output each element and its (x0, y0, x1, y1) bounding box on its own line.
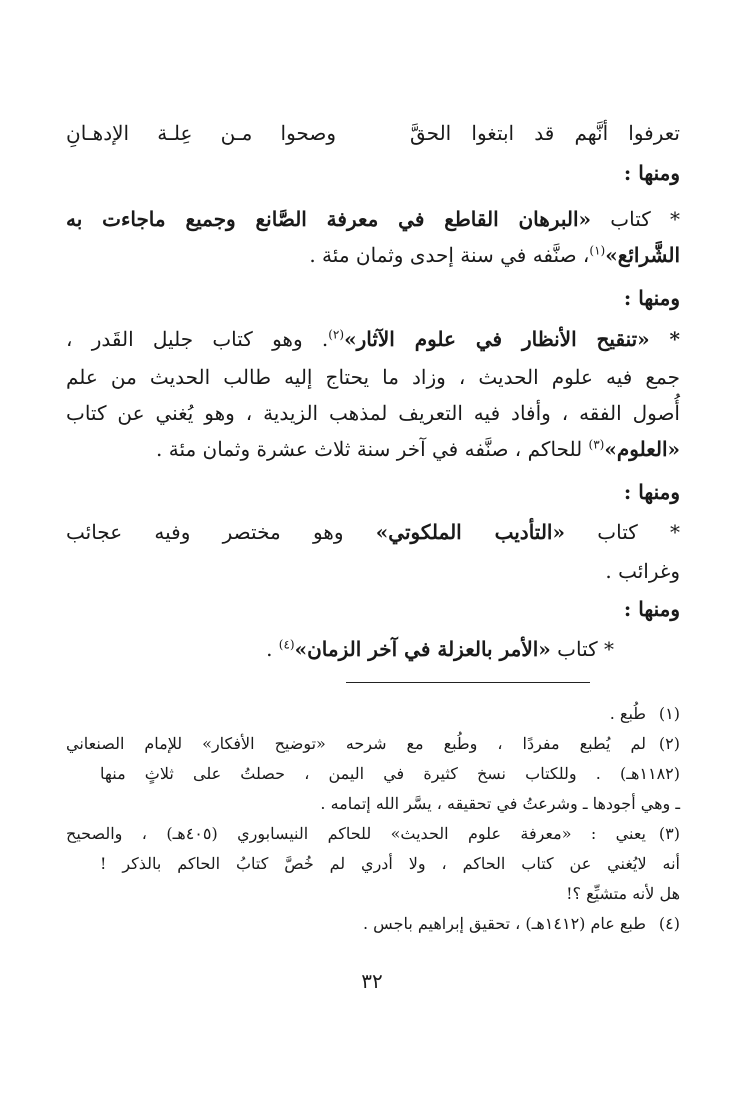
book-title: «العلوم» (604, 437, 680, 461)
section-heading: ومنها : (623, 597, 680, 621)
entry-text: وهو مختصر وفيه عجائب (66, 520, 344, 544)
section-heading: ومنها : (623, 161, 680, 185)
entry-burhan-line-1 (66, 204, 680, 234)
poem-verse (66, 118, 680, 148)
entry-tadib-line-2: وغرائب . (605, 559, 680, 583)
section-heading: ومنها : (623, 286, 680, 310)
footnote-3 (66, 822, 680, 846)
book-title: * «تنقيح الأنظار في علوم الآثار» (344, 327, 680, 351)
page-number: ٣٢ (361, 969, 383, 993)
footnote-text: لم يُطبع مفردًا ، وطُبع مع شرحه «توضيح الأفكار» للإمام الصنعاني (66, 734, 646, 753)
footnote-ref: (٣) (588, 437, 605, 452)
footnote-text: يعني : «معرفة علوم الحديث» للحاكم النيسابوري (٤٠٥هـ) ، والصحيح (66, 824, 647, 843)
entry-tanqih-line-3: أُصول الفقه ، وأفاد فيه التعريف لمذهب الزيدية ، وهو يُغني عن كتاب (66, 401, 680, 425)
entry-text: للحاكم ، صنَّفه في آخر سنة ثلاث عشرة وثمان مئة . (156, 437, 589, 461)
footnote-2-line-3: ـ وهي أجودها ـ وشرعتُ في تحقيقه ، يسَّر الله إتمامه . (320, 794, 680, 813)
entry-tadib-line-1 (66, 517, 680, 547)
footnote-number: (٢) (658, 734, 680, 753)
entry-burhan-line-2 (66, 240, 680, 270)
footnote-separator (346, 682, 590, 683)
footnote-ref: (٢) (328, 327, 345, 342)
footnote-2 (66, 732, 680, 756)
entry-prefix: * كتاب (557, 637, 614, 661)
book-title: «الأمر بالعزلة في آخر الزمان» (294, 637, 551, 661)
entry-text: . وهو كتاب جليل القَدر ، (66, 327, 329, 351)
entry-tanqih-line-1 (66, 324, 680, 354)
book-title-continued: الشَّرائع» (605, 243, 680, 267)
entry-amr-line-1 (54, 634, 614, 664)
footnote-number: (٣) (658, 824, 680, 843)
footnote-2-line-2: (١١٨٢هـ) . وللكتاب نسخ كثيرة في اليمن ، حصلتُ على ثلاثٍ منها (100, 764, 680, 783)
entry-text: ، صنَّفه في سنة إحدى وثمان مئة . (309, 243, 590, 267)
footnote-number: (٤) (658, 914, 680, 933)
section-heading: ومنها : (623, 480, 680, 504)
entry-prefix: * كتاب (610, 207, 681, 231)
footnote-ref: (٤) (278, 637, 295, 652)
poem-hemistich-second: وصحوا مـن عِلـة الإدهـانِ (66, 121, 336, 145)
footnote-3-line-2: أنه لايُغني عن كتاب الحاكم ، ولا أدري لم خُصَّ كتابُ الحاكم بالذكر ! (100, 854, 680, 873)
footnote-text: طُبع . (609, 704, 646, 723)
entry-text: . (266, 637, 279, 661)
entry-tanqih-line-4 (66, 434, 680, 464)
entry-prefix: * كتاب (597, 520, 681, 544)
footnote-number: (١) (658, 704, 680, 723)
footnote-ref: (١) (589, 243, 606, 258)
book-title: «التأديب الملكوتي» (375, 520, 565, 544)
footnote-text: طبع عام (١٤١٢هـ) ، تحقيق إبراهيم باجس . (363, 914, 646, 933)
poem-hemistich-first: تعرفوا أنَّهم قد ابتغوا الحقَّ (410, 121, 680, 145)
footnote-3-line-3: هل لأنه متشيِّع ؟! (566, 884, 680, 903)
footnote-4 (66, 912, 680, 936)
book-title: «البرهان القاطع في معرفة الصَّانع وجميع ماجاءت به (66, 207, 592, 231)
entry-tanqih-line-2: جمع فيه علوم الحديث ، وزاد ما يحتاج إليه طالب الحديث من علم (66, 365, 680, 389)
